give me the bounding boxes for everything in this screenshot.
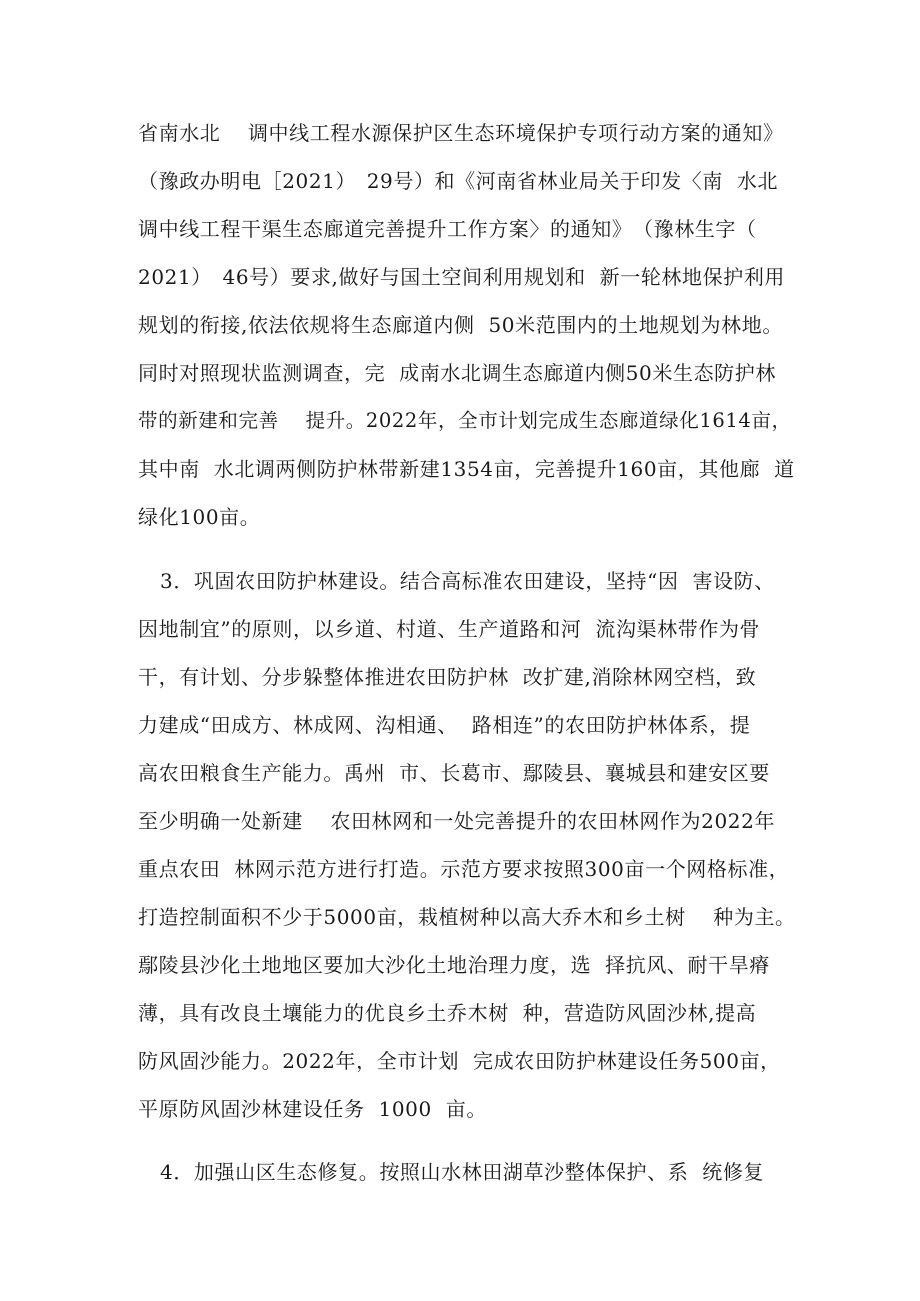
text-line: 4．加强山区生态修复。按照山水林田湖草沙整体保护、系 统修复 — [160, 1160, 765, 1184]
text-line: 干，有计划、分步躲整体推进农田防护林 改扩建,消除林网空档，致 — [138, 665, 757, 689]
text-line: （豫政办明电［2021） 29号）和《河南省林业局关于印发〈南 水北 — [138, 169, 779, 193]
text-line: 重点农田 林网示范方进行打造。示范方要求按照300亩一个网格标准， — [138, 857, 790, 881]
text-line: 3．巩固农田防护林建设。结合高标准农田建设，坚持“因 害设防、 — [160, 569, 775, 593]
text-line: 其中南 水北调两侧防护林带新建1354亩，完善提升160亩，其他廊 道 — [138, 457, 795, 481]
text-line: 力建成“田成方、林成网、沟相通、 路相连”的农田防护林体系，提 — [138, 713, 751, 737]
text-line: 防风固沙能力。2022年，全市计划 完成农田防护林建设任务500亩， — [138, 1049, 781, 1073]
text-line: 至少明确一处新建 农田林网和一处完善提升的农田林网作为2022年 — [138, 809, 776, 833]
text-line: 高农田粮食生产能力。禹州 市、长葛市、鄢陵县、襄城县和建安区要 — [138, 761, 770, 785]
text-line: 鄢陵县沙化土地地区要加大沙化土地治理力度，选 择抗风、耐干旱瘠 — [138, 953, 770, 977]
text-line: 规划的衔接,依法依规将生态廊道内侧 50米范围内的土地规划为林地。 — [138, 313, 783, 337]
text-line: 调中线工程干渠生态廊道完善提升工作方案〉的通知》 （豫林生字（ — [138, 217, 757, 241]
text-line: 省南水北 调中线工程水源保护区生态环境保护专项行动方案的通知》 — [138, 121, 784, 145]
text-line: 2021） 46号）要求,做好与国土空间利用规划和 新一轮林地保护利用 — [138, 265, 786, 289]
text-line: 因地制宜”的原则，以乡道、村道、生产道路和河 流沟渠林带作为骨 — [138, 617, 761, 641]
text-line: 薄，具有改良土壤能力的优良乡土乔木树 种，营造防风固沙林,提高 — [138, 1001, 757, 1025]
text-line: 同时对照现状监测调查，完 成南水北调生态廊道内侧50米生态防护林 — [138, 361, 776, 385]
text-line: 带的新建和完善 提升。2022年，全市计划完成生态廊道绿化1614亩， — [138, 409, 792, 432]
text-line: 绿化100亩。 — [138, 505, 261, 529]
text-line: 平原防风固沙林建设任务 1000 亩。 — [138, 1097, 487, 1121]
text-line: 打造控制面积不少于5000亩，栽植树种以高大乔木和乡土树 种为主。 — [138, 905, 796, 929]
